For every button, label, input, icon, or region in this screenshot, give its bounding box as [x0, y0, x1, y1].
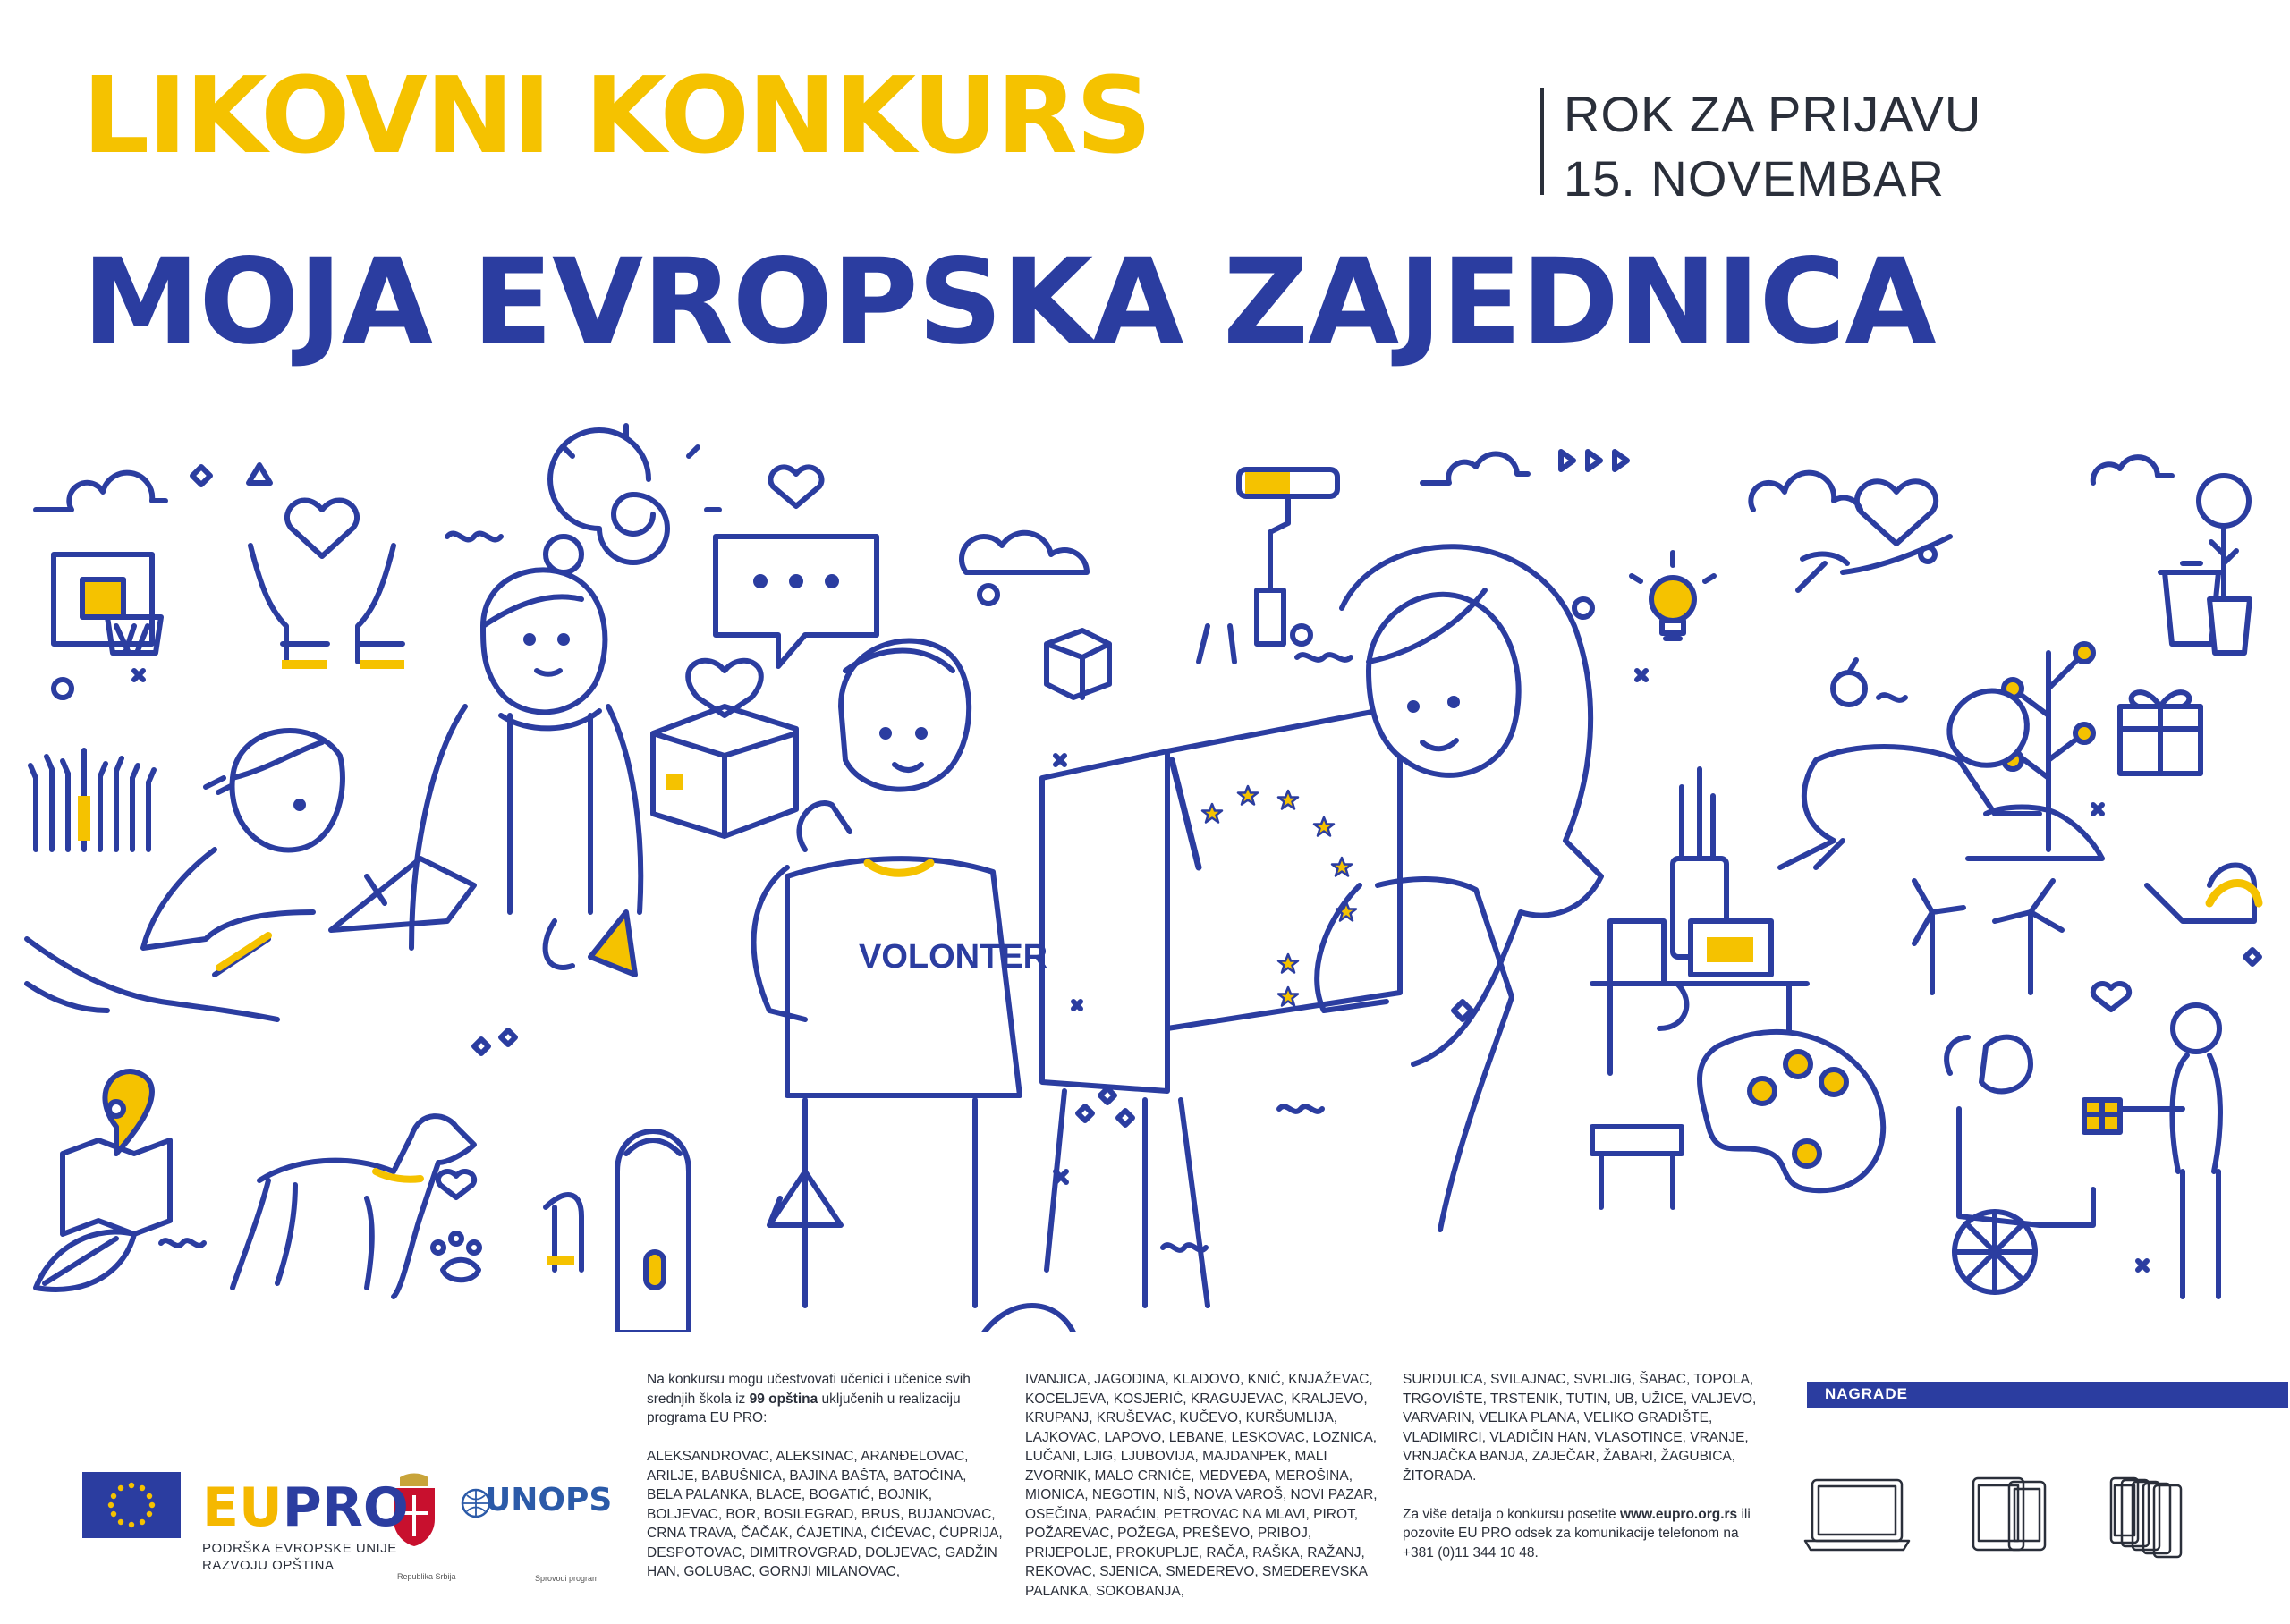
hand-icon: [546, 1195, 581, 1270]
unops-caption: Sprovodi program: [535, 1574, 599, 1583]
art-table-icon: [1592, 769, 1807, 1073]
play-arrows-icon: [1561, 452, 1627, 469]
website-link[interactable]: www.eupro.org.rs: [1619, 1506, 1738, 1522]
title-line-1: LIKOVNI KONKURS: [82, 54, 1150, 177]
watering-can-icon: [2147, 866, 2259, 922]
title-line-2: MOJA EVROPSKA ZAJEDNICA: [82, 233, 1936, 371]
gift-icon: [2120, 692, 2201, 774]
hand-icon: [27, 984, 107, 1011]
paw-print-icon: [433, 1233, 479, 1280]
chat-bubble-icon: [716, 537, 877, 666]
cloud-icon: [1751, 473, 1861, 510]
lightbulb-icon: [1632, 553, 1714, 639]
map-pin-icon: [63, 1071, 170, 1234]
illustration: [0, 420, 2290, 1332]
municipalities-list-1: ALEKSANDROVAC, ALEKSINAC, ARANĐELOVAC, ARILJE, BABUŠNICA, BAJINA BAŠTA, BATOČINA, BELA PALANKA, BLACE, BOGATIĆ, BOJNIK, BOLJEVAC, BOR, BOSILEGRAD, BRUS, BUJANOVAC, CRNA TRAVA, ČAČAK, ĆAJETINA, ĆIĆEVAC, ĆUPRIJA, DESPOTOVAC, DIMITROVGRAD, DOLJEVAC, GADŽIN HAN, GOLUBAC, GORNJI MILANOVAC,: [647, 1449, 1003, 1579]
prizes-underline: [1807, 1406, 2288, 1408]
apple-icon: [1833, 660, 1865, 705]
boy-reading-figure: [143, 731, 474, 975]
open-box-icon: [653, 661, 796, 836]
phone-number: +381 (0)11 344 10 48.: [1403, 1544, 1539, 1561]
tshirt-text: VOLONTER: [859, 938, 1048, 976]
serbia-caption: Republika Srbija: [397, 1572, 456, 1581]
eupro-tagline: PODRŠKA EVROPSKE UNIJE RAZVOJU OPŠTINA: [202, 1541, 397, 1573]
wave-icon: [447, 534, 501, 540]
header-divider: [1540, 88, 1544, 195]
municipalities-list-3: SURDULICA, SVILAJNAC, SVRLJIG, ŠABAC, TOPOLA, TRGOVIŠTE, TRSTENIK, TUTIN, UB, UŽICE, VALJEVO, VARVARIN, VELIKA PLANA, VELIKO GRADIŠTE, VLADIMIRCI, VLADIČIN HAN, VLASOTINCE, VRANJE, VRNJAČKA BANJA, ZAJEČAR, ŽABARI, ŽAGUBICA, ŽITORADA.: [1403, 1372, 1757, 1484]
cloud-icon: [36, 473, 165, 510]
tower-icon: [617, 1131, 689, 1332]
contact-text: Za više detalja o konkursu posetite www.eupro.org.rs ili pozovite EU PRO odsek za komunikacije telefonom na +381 (0)11 344 10 48.: [1403, 1506, 1751, 1561]
wheelchair-icon: [1946, 1037, 2093, 1292]
basketball-hoop-icon: [54, 554, 161, 653]
deadline-block: [1564, 82, 1981, 211]
eligibility-text: Na konkursu mogu učestvovati učenici i učenice svih srednjih škola iz 99 opština uključenih u realizaciju programa EU PRO:: [647, 1372, 971, 1425]
cube-icon: [1047, 630, 1109, 698]
eupro-logo: EUPRO: [202, 1476, 409, 1539]
child-planting-figure: [1780, 691, 2102, 867]
tablets-icon: [1973, 1478, 2045, 1550]
smartphones-icon: [2111, 1478, 2181, 1557]
info-column-3: [1403, 1370, 1760, 1582]
cloud-icon: [2093, 457, 2172, 483]
info-column-1: [647, 1370, 1005, 1601]
small-table-icon: [1592, 1127, 1682, 1207]
municipalities-list-2: IVANJICA, JAGODINA, KLADOVO, KNIĆ, KNJAŽEVAC, KOCELJEVA, KOSJERIĆ, KRAGUJEVAC, KRALJEVO, KRUPANJ, KRUŠEVAC, KUČEVO, KURŠUMLIJA, LAJKOVAC, LAPOVO, LEBANE, LESKOVAC, LOZNICA, LUČANI, LJIG, LJUBOVIJA, MAJDANPEK, MALI ZVORNIK, MALO CRNIĆE, MEDVEĐA, MEROŠINA, MIONICA, NEGOTIN, NIŠ, NOVA VAROŠ, NOVI PAZAR, OSEČINA, PARAĆIN, PETROVAC NA MLAVI, PIROT, POŽAREVAC, POŽEGA, PREŠEVO, PRIBOJ, PRIJEPOLJE, PROKUPLJE, RAČA, RAŠKA, RAŽANJ, REKOVAC, SJENICA, SMEDEREVO, SMEDEREVSKA PALANKA, SOKOBANJA,: [1025, 1372, 1378, 1599]
trash-can-icon: [2160, 563, 2250, 653]
giving-hand-icon: [1798, 481, 1950, 590]
deadline-date: 15. NOVEMBAR: [1564, 150, 1945, 207]
cloud-icon: [962, 533, 1087, 572]
crayons-icon: [30, 750, 154, 850]
wind-turbine-icon: [1914, 881, 2062, 993]
boy-with-gift-figure: [2084, 1005, 2220, 1297]
easel-eu-flag-icon: [1042, 626, 1400, 1306]
cloud-icon: [1422, 453, 1528, 483]
info-column-2: [1025, 1370, 1383, 1620]
sparkle-icon: [192, 465, 270, 485]
heart-hands-icon: [250, 501, 404, 669]
laptop-icon: [1805, 1480, 1909, 1550]
leaf-icon: [36, 1232, 134, 1290]
heart-outline-icon: [770, 467, 821, 506]
dog-icon: [233, 1116, 474, 1297]
eu-flag-icon: [82, 1472, 181, 1538]
paint-roller-icon: [1239, 469, 1337, 644]
unops-logo: UNOPS: [485, 1482, 613, 1518]
prizes-heading: NAGRADE: [1825, 1385, 1908, 1402]
triangle-ruler-icon: [590, 912, 635, 975]
prizes-icons: [1803, 1471, 2286, 1569]
palette-icon: [1700, 1032, 1883, 1190]
deadline-label: ROK ZA PRIJAVU: [1564, 86, 1982, 142]
prizes-heading-bar: [1807, 1382, 2288, 1406]
